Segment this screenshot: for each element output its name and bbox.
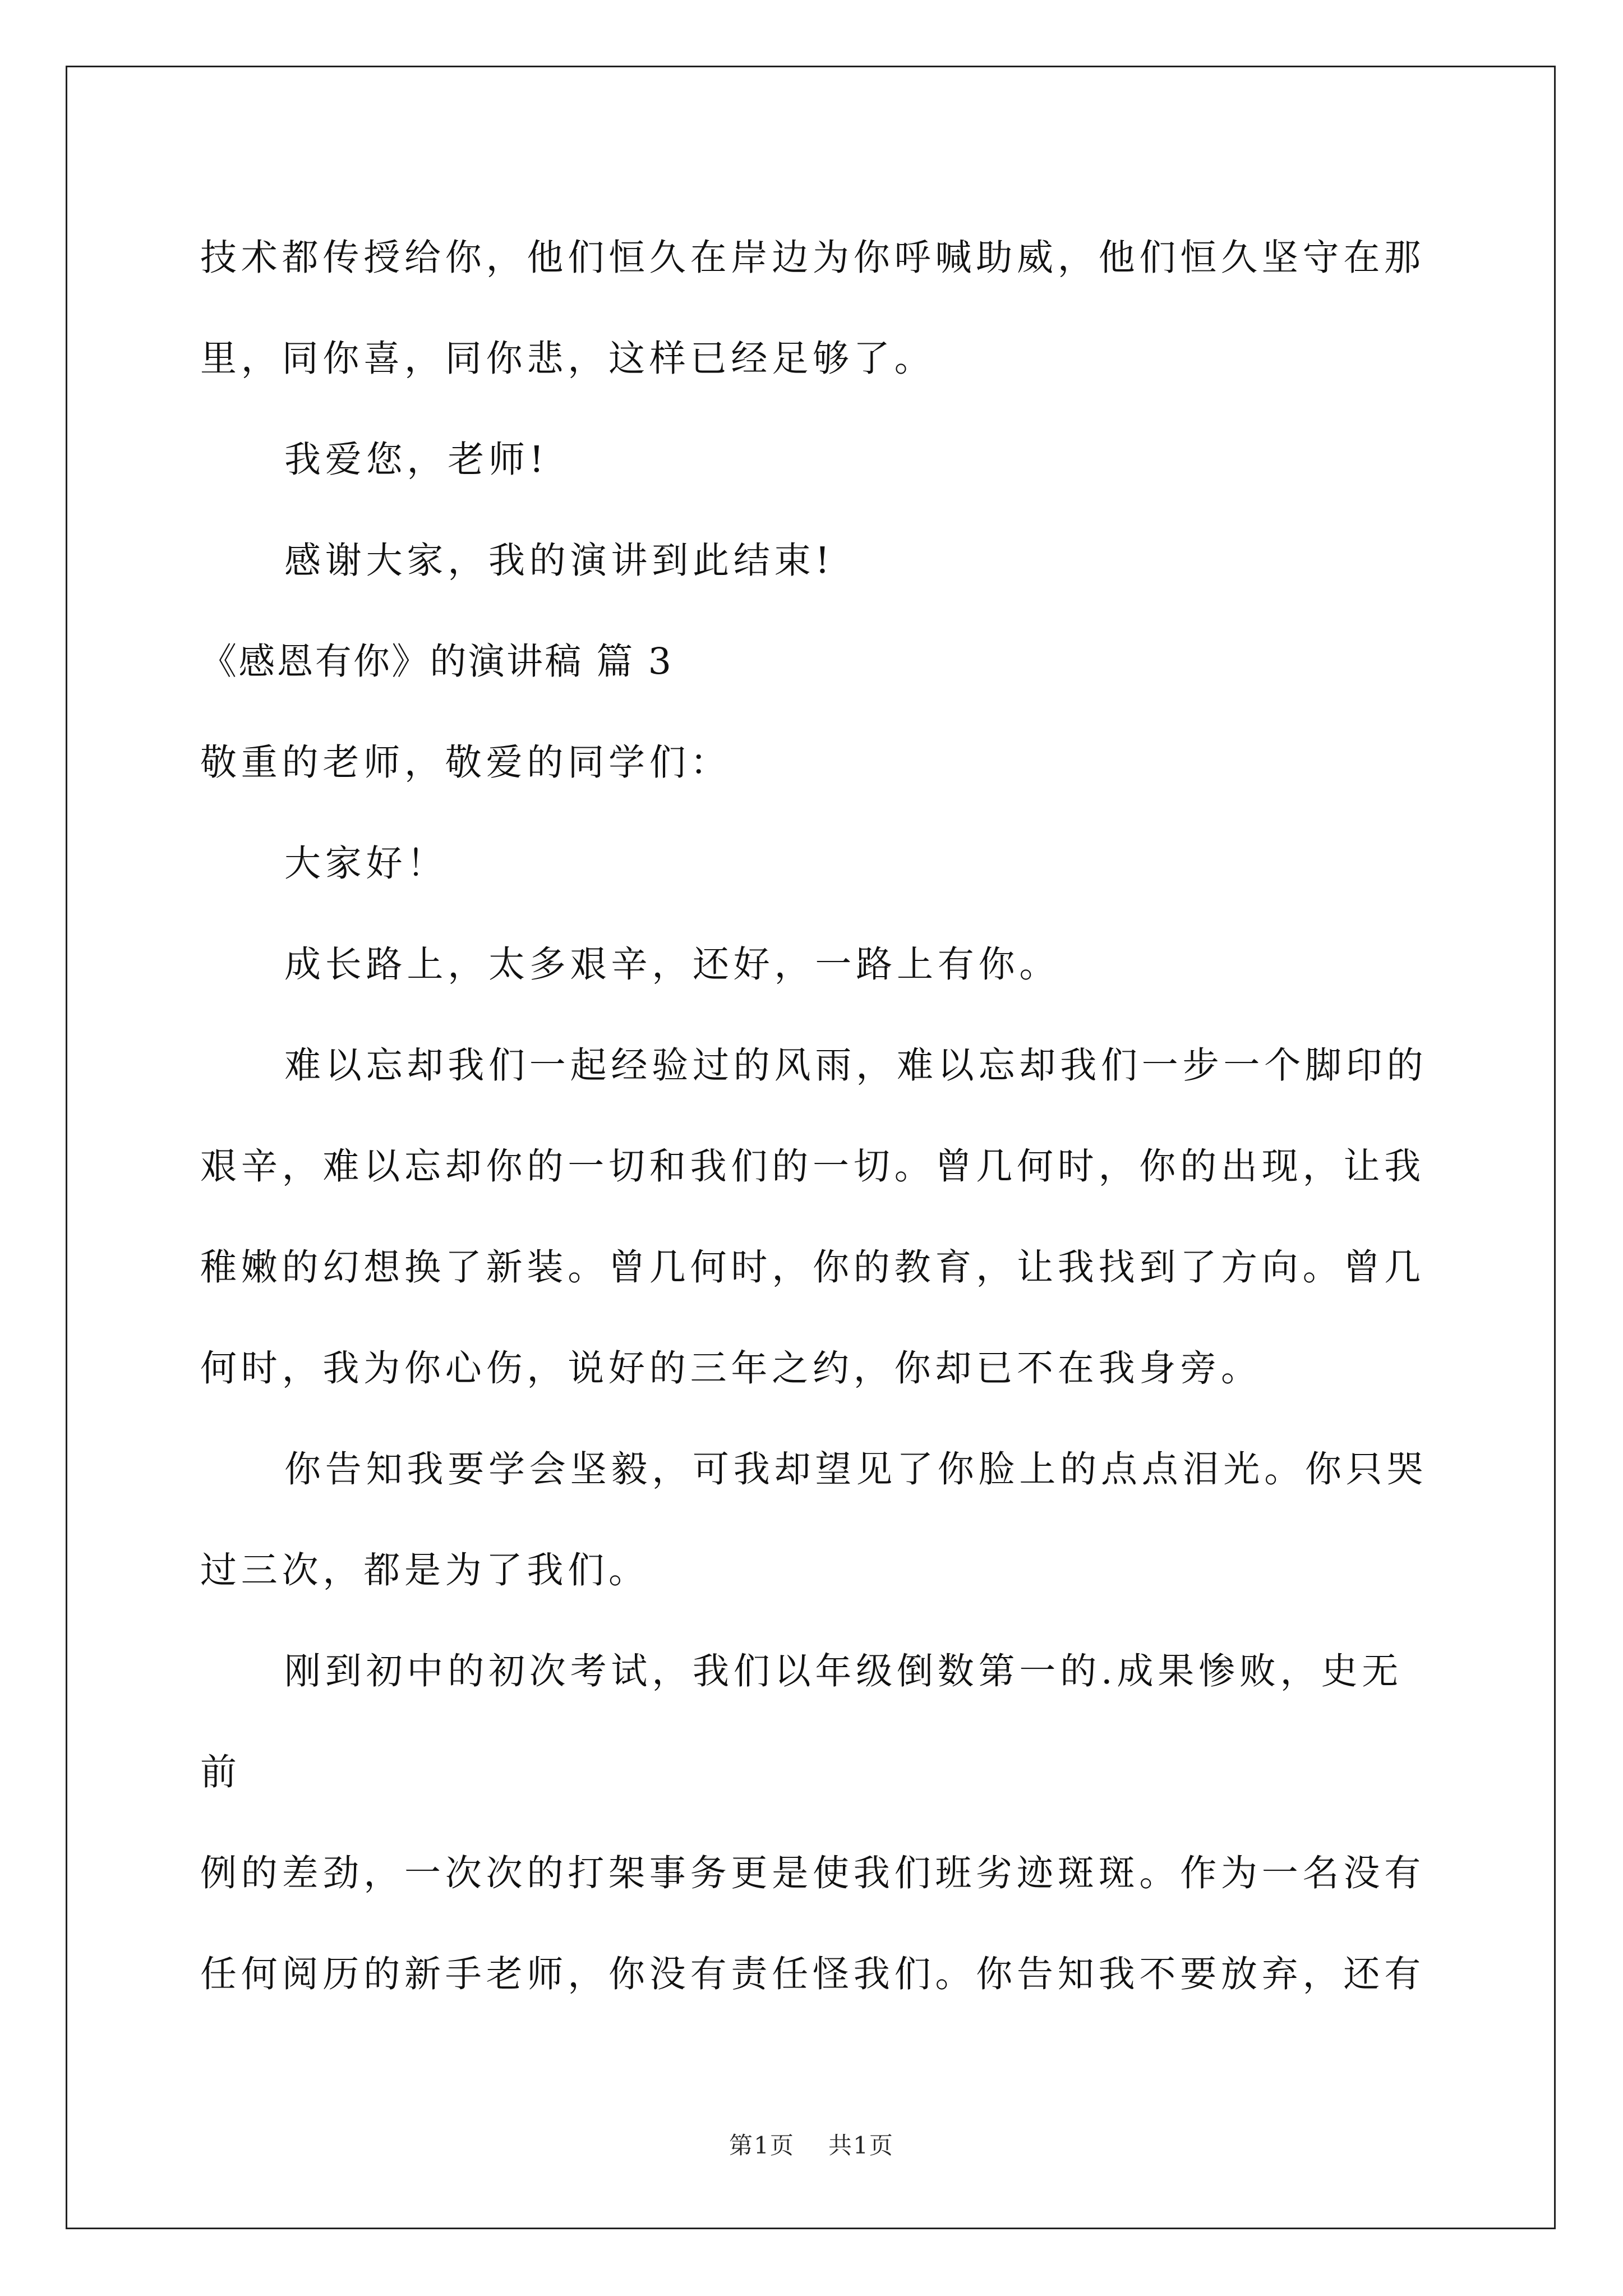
text-line: 成长路上，太多艰辛，还好，一路上有你。 — [284, 944, 1061, 986]
text-line: 稚嫩的幻想换了新装。曾几何时，你的教育，让我找到了方向。曾几 — [200, 1246, 1426, 1289]
document-body — [200, 208, 1428, 2025]
text-line: 你告知我要学会坚毅，可我却望见了你脸上的点点泪光。你只哭 — [284, 1448, 1428, 1490]
paragraph — [200, 409, 1428, 510]
salutation: 敬重的老师，敬爱的同学们： — [200, 742, 731, 784]
paragraph — [200, 1621, 1428, 2025]
text-line: 任何阅历的新手老师，你没有责任怪我们。你告知我不要放弃，还有 — [200, 1953, 1426, 1995]
section-title: 《感恩有你》的演讲稿 篇 3 — [200, 641, 674, 683]
text-line: 过三次，都是为了我们。 — [200, 1549, 649, 1591]
text-line: 技术都传授给你，他们恒久在岸边为你呼喊助威，他们恒久坚守在那 — [200, 237, 1426, 279]
paragraph — [200, 813, 1428, 914]
text-line: 里，同你喜，同你悲，这样已经足够了。 — [200, 338, 935, 380]
paragraph — [200, 510, 1428, 611]
text-line: 例的差劲，一次次的打架事务更是使我们班劣迹斑斑。作为一名没有 — [200, 1852, 1426, 1894]
text-line: 刚到初中的初次考试，我们以年级倒数第一的.成果惨败，史无前 — [200, 1650, 1403, 1793]
paragraph — [200, 1419, 1428, 1621]
paragraph — [200, 208, 1428, 409]
page-number: 第1页 — [728, 2132, 795, 2159]
text-line: 感谢大家，我的演讲到此结束! — [284, 540, 834, 582]
text-line: 大家好！ — [284, 843, 448, 885]
paragraph — [200, 1015, 1428, 1419]
text-line: 难以忘却我们一起经验过的风雨，难以忘却我们一步一个脚印的 — [284, 1045, 1428, 1087]
paragraph — [200, 914, 1428, 1015]
page-footer — [0, 2129, 1623, 2162]
text-line: 我爱您，老师! — [284, 439, 548, 481]
text-line: 艰辛，难以忘却你的一切和我们的一切。曾几何时，你的出现，让我 — [200, 1145, 1426, 1188]
text-line: 何时，我为你心伤，说好的三年之约，你却已不在我身旁。 — [200, 1347, 1262, 1389]
page-total: 共1页 — [828, 2132, 895, 2159]
